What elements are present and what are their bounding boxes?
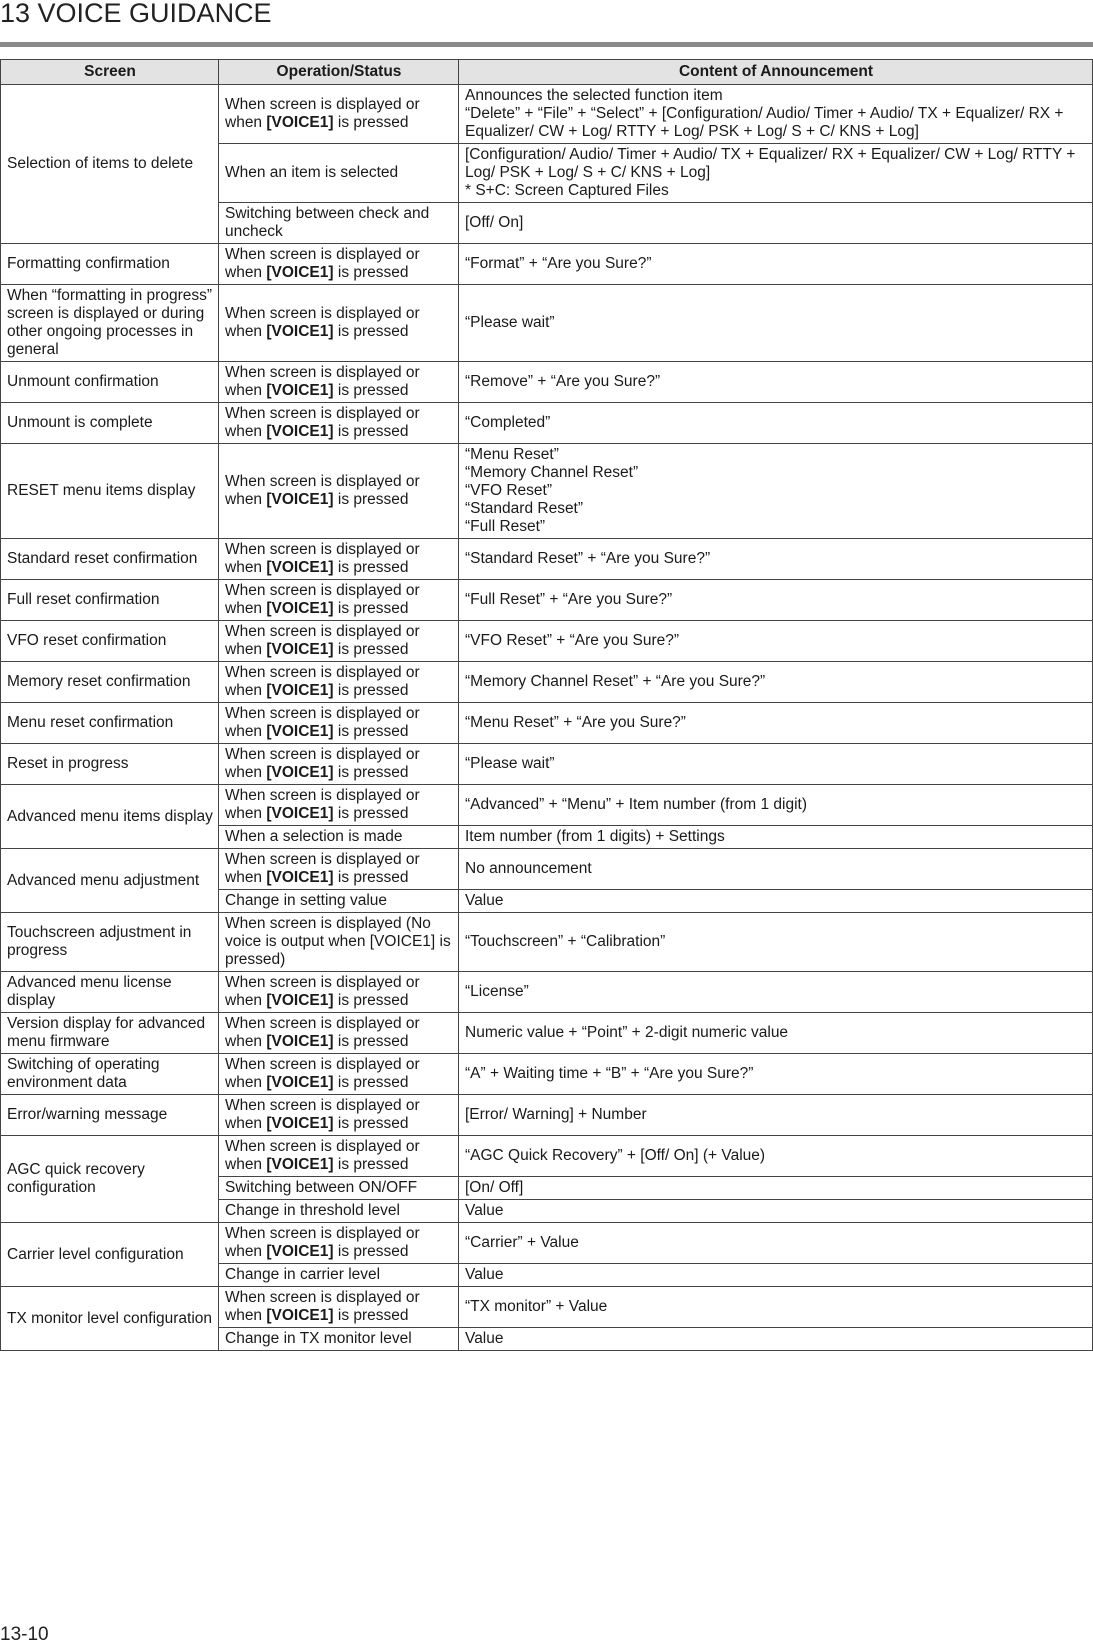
announcement-line: “A” + Waiting time + “B” + “Are you Sure?” xyxy=(465,1065,754,1082)
page-number: 13-10 xyxy=(0,1624,49,1645)
table-row xyxy=(1,785,1093,826)
operation-text: is pressed xyxy=(333,264,409,281)
operation-text: When screen is displayed or when xyxy=(225,664,420,699)
table-row xyxy=(1,703,1093,744)
announcement-cell xyxy=(459,1095,1093,1136)
announcement-line: [Configuration/ Audio/ Timer + Audio/ TX + Equalizer/ RX + Equalizer/ CW + Log/ RTTY + Log/ PSK + Log/ S + C/ KNS + Log] xyxy=(465,146,1076,181)
announcement-line: “Delete” + “File” + “Select” + [Configuration/ Audio/ Timer + Audio/ TX + Equalizer/ RX + Equalizer/ CW + Log/ RTTY + Log/ PSK + Log/ S + C/ KNS + Log] xyxy=(465,105,1064,140)
operation-cell xyxy=(219,1013,459,1054)
announcement-line: “Memory Channel Reset” xyxy=(465,464,639,481)
operation-text: When screen is displayed or when xyxy=(225,541,420,576)
operation-cell xyxy=(219,703,459,744)
announcement-line: “Standard Reset” xyxy=(465,500,584,517)
table-row xyxy=(1,444,1093,539)
operation-text: When screen is displayed or when xyxy=(225,96,420,131)
voice-key-label: [VOICE1] xyxy=(266,323,334,340)
operation-text: is pressed xyxy=(333,1156,409,1173)
operation-text: When screen is displayed or when xyxy=(225,1097,420,1132)
voice-key-label: [VOICE1] xyxy=(266,491,334,508)
screen-cell: Carrier level configuration xyxy=(1,1223,219,1287)
screen-cell: RESET menu items display xyxy=(1,444,219,539)
operation-text: is pressed xyxy=(333,323,409,340)
table-row xyxy=(1,1013,1093,1054)
announcement-cell xyxy=(459,580,1093,621)
operation-text: When screen is displayed or when xyxy=(225,1015,420,1050)
voice-key-label: [VOICE1] xyxy=(266,1115,334,1132)
operation-text: When screen is displayed or when xyxy=(225,246,420,281)
operation-text: When screen is displayed (No voice is output when [VOICE1] is pressed) xyxy=(225,915,451,968)
table-row xyxy=(1,85,1093,144)
announcement-cell xyxy=(459,890,1093,913)
screen-cell: Formatting confirmation xyxy=(1,244,219,285)
announcement-cell xyxy=(459,1223,1093,1264)
voice-key-label: [VOICE1] xyxy=(266,764,334,781)
announcement-cell xyxy=(459,362,1093,403)
announcement-line: “Full Reset” + “Are you Sure?” xyxy=(465,591,673,608)
operation-text: Change in carrier level xyxy=(225,1266,381,1283)
announcement-cell xyxy=(459,403,1093,444)
column-header-screen: Screen xyxy=(1,60,219,85)
table-row xyxy=(1,362,1093,403)
screen-cell: Advanced menu license display xyxy=(1,972,219,1013)
operation-text: When screen is displayed or when xyxy=(225,746,420,781)
announcement-line: “Completed” xyxy=(465,414,551,431)
announcement-line: “Format” + “Are you Sure?” xyxy=(465,255,652,272)
announcement-line: “Full Reset” xyxy=(465,518,546,535)
section-title: 13 VOICE GUIDANCE xyxy=(0,0,272,28)
operation-cell xyxy=(219,1328,459,1351)
operation-text: is pressed xyxy=(333,114,409,131)
operation-cell xyxy=(219,1223,459,1264)
table-row xyxy=(1,662,1093,703)
table-row xyxy=(1,403,1093,444)
announcement-cell xyxy=(459,539,1093,580)
announcement-line: “VFO Reset” + “Are you Sure?” xyxy=(465,632,680,649)
table-row xyxy=(1,913,1093,972)
operation-text: is pressed xyxy=(333,423,409,440)
announcement-cell xyxy=(459,1013,1093,1054)
operation-cell xyxy=(219,1200,459,1223)
operation-text: Change in threshold level xyxy=(225,1202,400,1219)
announcement-line: Value xyxy=(465,1202,504,1219)
voice-key-label: [VOICE1] xyxy=(266,682,334,699)
operation-text: When screen is displayed or when xyxy=(225,364,420,399)
table-row xyxy=(1,244,1093,285)
operation-text: is pressed xyxy=(333,559,409,576)
announcement-line: [On/ Off] xyxy=(465,1179,524,1196)
announcement-cell xyxy=(459,785,1093,826)
voice-key-label: [VOICE1] xyxy=(266,1156,334,1173)
announcement-cell xyxy=(459,1136,1093,1177)
operation-text: is pressed xyxy=(333,641,409,658)
voice-key-label: [VOICE1] xyxy=(266,805,334,822)
announcement-line: “Advanced” + “Menu” + Item number (from 1 digit) xyxy=(465,796,807,813)
announcement-line: “Standard Reset” + “Are you Sure?” xyxy=(465,550,711,567)
voice-key-label: [VOICE1] xyxy=(266,559,334,576)
screen-cell: Menu reset confirmation xyxy=(1,703,219,744)
announcement-line: * S+C: Screen Captured Files xyxy=(465,182,669,199)
operation-text: is pressed xyxy=(333,1074,409,1091)
announcement-line: Value xyxy=(465,1330,504,1347)
header-divider xyxy=(0,42,1093,47)
table-row xyxy=(1,744,1093,785)
announcement-line: Value xyxy=(465,1266,504,1283)
table-row xyxy=(1,621,1093,662)
screen-cell: VFO reset confirmation xyxy=(1,621,219,662)
announcement-cell xyxy=(459,244,1093,285)
operation-cell xyxy=(219,1136,459,1177)
announcement-cell xyxy=(459,1328,1093,1351)
table-row xyxy=(1,1136,1093,1177)
operation-text: When screen is displayed or when xyxy=(225,405,420,440)
operation-cell xyxy=(219,1095,459,1136)
operation-text: is pressed xyxy=(333,600,409,617)
announcement-cell xyxy=(459,444,1093,539)
announcement-cell xyxy=(459,621,1093,662)
announcement-line: “Remove” + “Are you Sure?” xyxy=(465,373,661,390)
table-row xyxy=(1,1095,1093,1136)
announcement-cell xyxy=(459,972,1093,1013)
operation-cell xyxy=(219,1264,459,1287)
screen-cell: Reset in progress xyxy=(1,744,219,785)
operation-cell xyxy=(219,744,459,785)
operation-text: is pressed xyxy=(333,1307,409,1324)
screen-cell: Unmount confirmation xyxy=(1,362,219,403)
announcement-line: Announces the selected function item xyxy=(465,87,723,104)
operation-cell xyxy=(219,403,459,444)
operation-text: When screen is displayed or when xyxy=(225,305,420,340)
announcement-line: “Please wait” xyxy=(465,314,555,331)
operation-text: When screen is displayed or when xyxy=(225,1056,420,1091)
voice-key-label: [VOICE1] xyxy=(266,723,334,740)
operation-cell xyxy=(219,890,459,913)
announcement-line: “Please wait” xyxy=(465,755,555,772)
table-row xyxy=(1,972,1093,1013)
announcement-line: “Memory Channel Reset” + “Are you Sure?” xyxy=(465,673,766,690)
table-row xyxy=(1,1223,1093,1264)
operation-text: When screen is displayed or when xyxy=(225,1289,420,1324)
operation-text: is pressed xyxy=(333,382,409,399)
operation-cell xyxy=(219,826,459,849)
operation-text: When screen is displayed or when xyxy=(225,1225,420,1260)
announcement-cell xyxy=(459,826,1093,849)
operation-cell xyxy=(219,85,459,144)
operation-text: is pressed xyxy=(333,805,409,822)
screen-cell: Standard reset confirmation xyxy=(1,539,219,580)
voice-key-label: [VOICE1] xyxy=(266,1033,334,1050)
announcement-line: “VFO Reset” xyxy=(465,482,552,499)
announcement-line: [Error/ Warning] + Number xyxy=(465,1106,647,1123)
screen-cell: AGC quick recovery configuration xyxy=(1,1136,219,1223)
announcement-cell xyxy=(459,913,1093,972)
column-header-operation: Operation/Status xyxy=(219,60,459,85)
operation-cell xyxy=(219,144,459,203)
operation-cell xyxy=(219,285,459,362)
announcement-cell xyxy=(459,662,1093,703)
operation-text: Switching between check and uncheck xyxy=(225,205,430,240)
screen-cell: Switching of operating environment data xyxy=(1,1054,219,1095)
operation-cell xyxy=(219,203,459,244)
screen-cell: Error/warning message xyxy=(1,1095,219,1136)
operation-text: Switching between ON/OFF xyxy=(225,1179,418,1196)
operation-text: is pressed xyxy=(333,764,409,781)
operation-cell xyxy=(219,621,459,662)
operation-cell xyxy=(219,1177,459,1200)
voice-key-label: [VOICE1] xyxy=(266,869,334,886)
operation-text: is pressed xyxy=(333,992,409,1009)
column-header-content: Content of Announcement xyxy=(459,60,1093,85)
operation-text: When screen is displayed or when xyxy=(225,787,420,822)
screen-cell: Full reset confirmation xyxy=(1,580,219,621)
table-row xyxy=(1,849,1093,890)
operation-text: When screen is displayed or when xyxy=(225,974,420,1009)
announcement-line: No announcement xyxy=(465,860,592,877)
announcement-cell xyxy=(459,285,1093,362)
operation-cell xyxy=(219,244,459,285)
operation-cell xyxy=(219,362,459,403)
operation-text: is pressed xyxy=(333,1115,409,1132)
operation-cell xyxy=(219,1287,459,1328)
screen-cell: Memory reset confirmation xyxy=(1,662,219,703)
announcement-cell xyxy=(459,1200,1093,1223)
operation-cell xyxy=(219,972,459,1013)
operation-cell xyxy=(219,913,459,972)
operation-text: Change in TX monitor level xyxy=(225,1330,412,1347)
announcement-cell xyxy=(459,744,1093,785)
screen-cell: Version display for advanced menu firmware xyxy=(1,1013,219,1054)
operation-text: When screen is displayed or when xyxy=(225,1138,420,1173)
announcement-cell xyxy=(459,1177,1093,1200)
announcement-line: “AGC Quick Recovery” + [Off/ On] (+ Value) xyxy=(465,1147,766,1164)
voice-key-label: [VOICE1] xyxy=(266,114,334,131)
table-body xyxy=(1,85,1093,1351)
screen-cell: Unmount is complete xyxy=(1,403,219,444)
screen-cell: Selection of items to delete xyxy=(1,85,219,244)
operation-text: When a selection is made xyxy=(225,828,403,845)
operation-text: is pressed xyxy=(333,1243,409,1260)
announcement-line: Item number (from 1 digits) + Settings xyxy=(465,828,725,845)
voice-key-label: [VOICE1] xyxy=(266,600,334,617)
operation-cell xyxy=(219,1054,459,1095)
operation-text: is pressed xyxy=(333,723,409,740)
screen-cell: Advanced menu adjustment xyxy=(1,849,219,913)
announcement-cell xyxy=(459,703,1093,744)
screen-cell: TX monitor level configuration xyxy=(1,1287,219,1351)
operation-text: When screen is displayed or when xyxy=(225,851,420,886)
operation-text: When screen is displayed or when xyxy=(225,705,420,740)
operation-text: is pressed xyxy=(333,869,409,886)
operation-cell xyxy=(219,580,459,621)
operation-text: is pressed xyxy=(333,1033,409,1050)
table-row xyxy=(1,1054,1093,1095)
voice-key-label: [VOICE1] xyxy=(266,1243,334,1260)
operation-text: When screen is displayed or when xyxy=(225,582,420,617)
operation-cell xyxy=(219,444,459,539)
table-header-row xyxy=(1,60,1093,85)
operation-text: When screen is displayed or when xyxy=(225,473,420,508)
voice-key-label: [VOICE1] xyxy=(266,992,334,1009)
announcement-cell xyxy=(459,1054,1093,1095)
voice-key-label: [VOICE1] xyxy=(266,264,334,281)
voice-key-label: [VOICE1] xyxy=(266,1307,334,1324)
announcement-line: “Carrier” + Value xyxy=(465,1234,579,1251)
screen-cell: Advanced menu items display xyxy=(1,785,219,849)
operation-cell xyxy=(219,849,459,890)
voice-key-label: [VOICE1] xyxy=(266,382,334,399)
announcement-line: Value xyxy=(465,892,504,909)
voice-key-label: [VOICE1] xyxy=(266,641,334,658)
voice-key-label: [VOICE1] xyxy=(266,1074,334,1091)
operation-text: Change in setting value xyxy=(225,892,388,909)
table-row xyxy=(1,539,1093,580)
announcement-line: [Off/ On] xyxy=(465,214,524,231)
screen-cell: When “formatting in progress” screen is displayed or during other ongoing processes in general xyxy=(1,285,219,362)
announcement-cell xyxy=(459,1287,1093,1328)
operation-cell xyxy=(219,785,459,826)
announcement-line: “Touchscreen” + “Calibration” xyxy=(465,933,666,950)
table-row xyxy=(1,285,1093,362)
table-row xyxy=(1,1287,1093,1328)
voice-key-label: [VOICE1] xyxy=(266,423,334,440)
table-row xyxy=(1,580,1093,621)
operation-cell xyxy=(219,662,459,703)
voice-guidance-table xyxy=(0,59,1093,1351)
announcement-cell xyxy=(459,849,1093,890)
screen-cell: Touchscreen adjustment in progress xyxy=(1,913,219,972)
operation-text: is pressed xyxy=(333,682,409,699)
announcement-line: “Menu Reset” + “Are you Sure?” xyxy=(465,714,686,731)
announcement-line: “Menu Reset” xyxy=(465,446,559,463)
operation-cell xyxy=(219,539,459,580)
operation-text: is pressed xyxy=(333,491,409,508)
announcement-cell xyxy=(459,144,1093,203)
announcement-cell xyxy=(459,1264,1093,1287)
operation-text: When an item is selected xyxy=(225,164,399,181)
announcement-line: “License” xyxy=(465,983,529,1000)
announcement-line: “TX monitor” + Value xyxy=(465,1298,608,1315)
announcement-line: Numeric value + “Point” + 2-digit numeric value xyxy=(465,1024,789,1041)
announcement-cell xyxy=(459,203,1093,244)
announcement-cell xyxy=(459,85,1093,144)
operation-text: When screen is displayed or when xyxy=(225,623,420,658)
